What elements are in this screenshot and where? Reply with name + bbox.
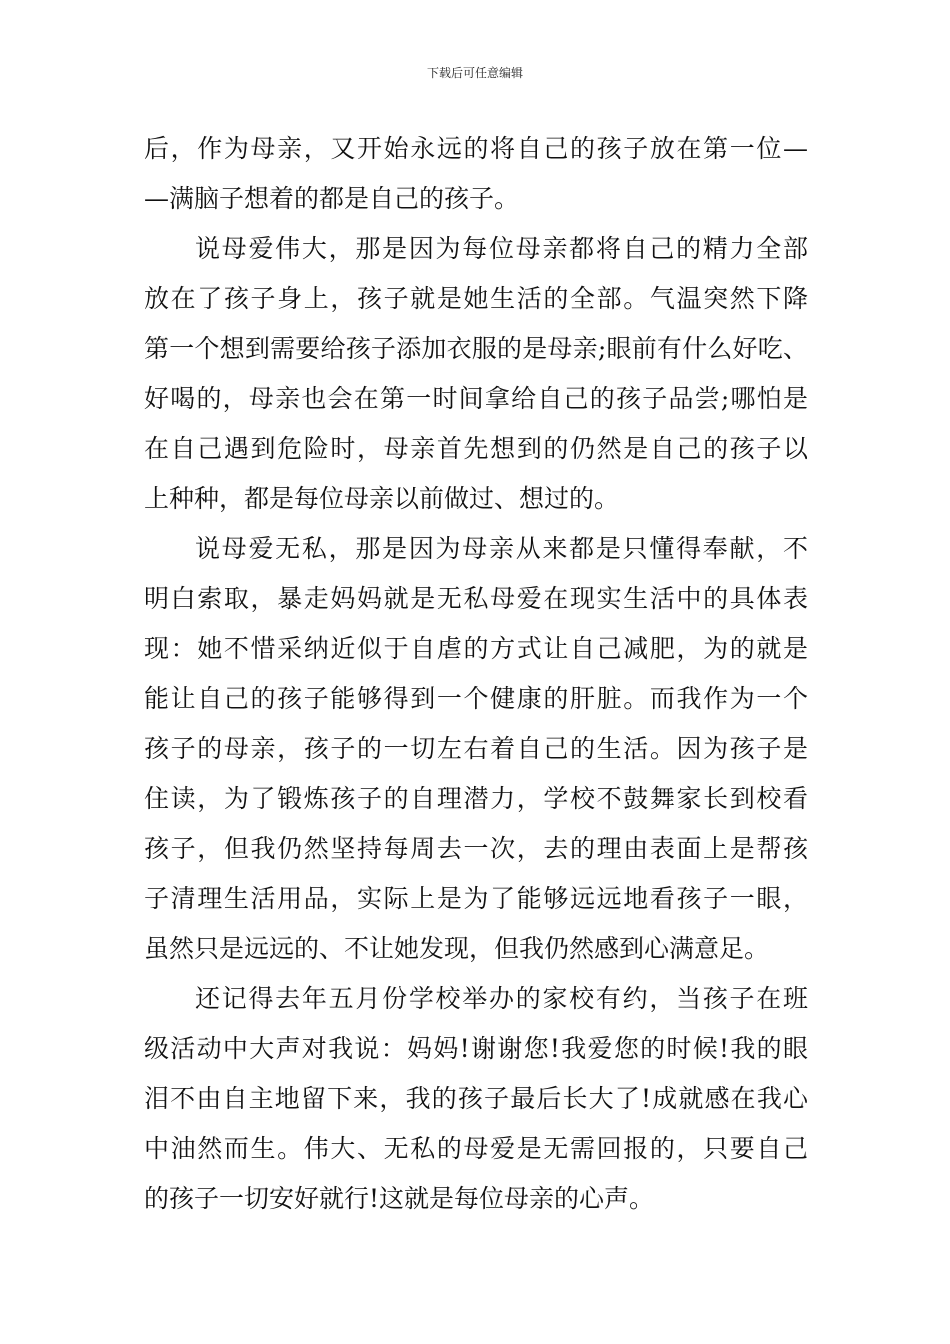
text-line: 上种种，都是每位母亲以前做过、想过的。 bbox=[144, 484, 620, 513]
text-line: 虽然只是远远的、不让她发现，但我仍然感到心满意足。 bbox=[144, 934, 770, 963]
text-line: 现：她不惜采纳近似于自虐的方式让自己减肥，为的就是 bbox=[144, 634, 808, 663]
text-line: 孩子，但我仍然坚持每周去一次，去的理由表面上是帮孩 bbox=[144, 834, 808, 863]
text-line: 在自己遇到危险时，母亲首先想到的仍然是自己的孩子以 bbox=[144, 434, 808, 463]
text-line: 好喝的，母亲也会在第一时间拿给自己的孩子品尝;哪怕是 bbox=[144, 384, 808, 413]
document-body bbox=[144, 124, 808, 1224]
text-line: 说母爱无私，那是因为母亲从来都是只懂得奉献，不 bbox=[195, 534, 808, 563]
text-line: 能让自己的孩子能够得到一个健康的肝脏。而我作为一个 bbox=[144, 684, 808, 713]
text-line: 中油然而生。伟大、无私的母爱是无需回报的，只要自己 bbox=[144, 1134, 808, 1163]
text-line: 第一个想到需要给孩子添加衣服的是母亲;眼前有什么好吃、 bbox=[144, 334, 808, 363]
page-header: 下载后可任意编辑 bbox=[426, 66, 523, 80]
text-line: 明白索取，暴走妈妈就是无私母爱在现实生活中的具体表 bbox=[144, 584, 808, 613]
text-line: 还记得去年五月份学校举办的家校有约，当孩子在班 bbox=[195, 984, 808, 1013]
text-line: 说母爱伟大，那是因为每位母亲都将自己的精力全部 bbox=[195, 234, 808, 263]
paragraph bbox=[144, 124, 808, 224]
text-line: 住读，为了锻炼孩子的自理潜力，学校不鼓舞家长到校看 bbox=[144, 784, 808, 813]
paragraph bbox=[144, 524, 808, 974]
text-line: 孩子的母亲，孩子的一切左右着自己的生活。因为孩子是 bbox=[144, 734, 808, 763]
text-line: 的孩子一切安好就行!这就是每位母亲的心声。 bbox=[144, 1184, 655, 1213]
text-line: 子清理生活用品，实际上是为了能够远远地看孩子一眼， bbox=[144, 884, 808, 913]
text-line: 后，作为母亲，又开始永远的将自己的孩子放在第一位— bbox=[144, 134, 808, 163]
paragraph bbox=[144, 224, 808, 524]
text-line: —满脑子想着的都是自己的孩子。 bbox=[144, 184, 520, 213]
text-line: 放在了孩子身上，孩子就是她生活的全部。气温突然下降 bbox=[144, 284, 808, 313]
paragraph bbox=[144, 974, 808, 1224]
text-line: 级活动中大声对我说：妈妈!谢谢您!我爱您的时候!我的眼 bbox=[144, 1034, 808, 1063]
text-line: 泪不由自主地留下来，我的孩子最后长大了!成就感在我心 bbox=[144, 1084, 808, 1113]
